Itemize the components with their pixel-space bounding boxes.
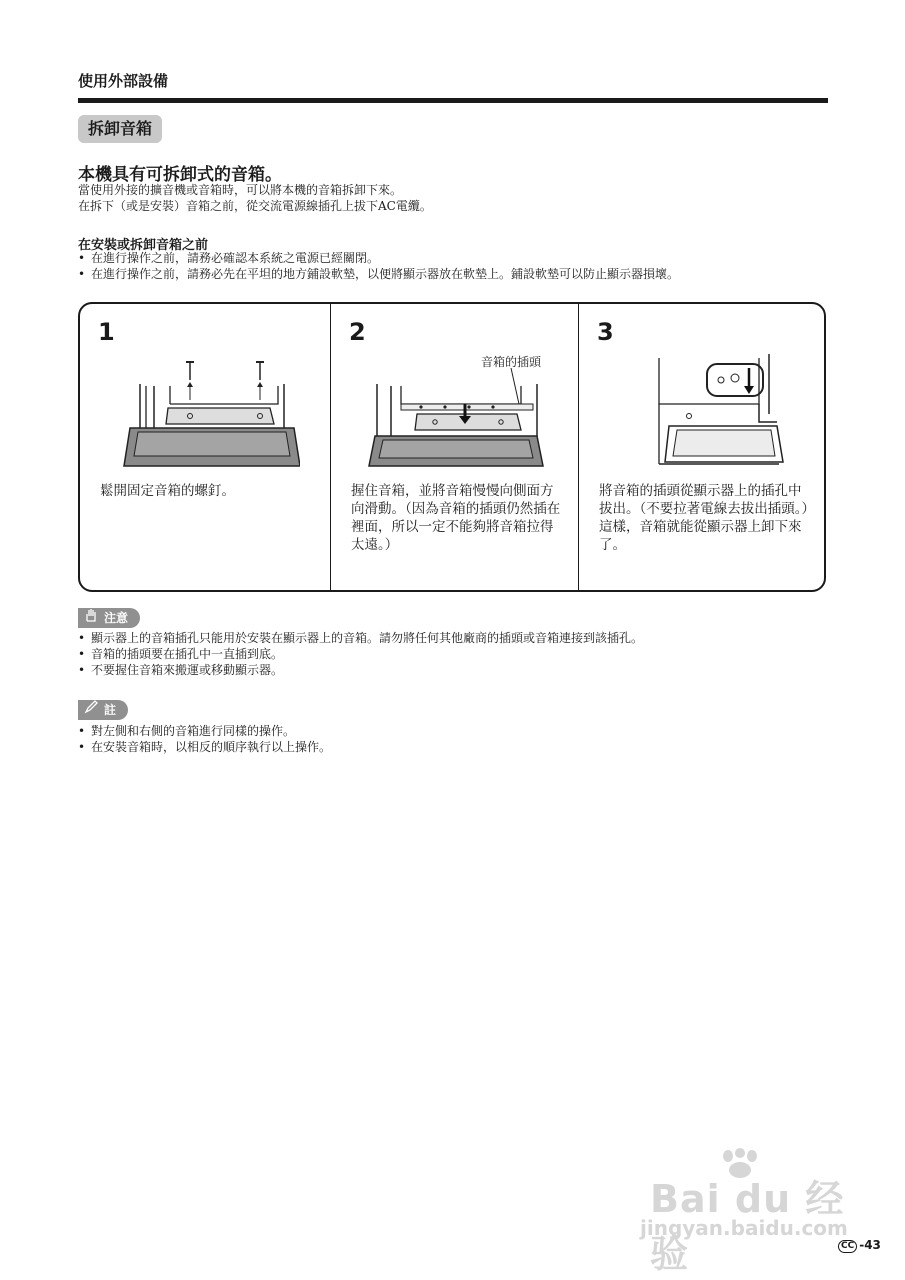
hand-icon [84,608,98,628]
step-number: 1 [98,318,115,346]
list-item: • 在進行操作之前，請務必確認本系統之電源已經關閉。 [78,250,679,266]
intro-line: 在拆下（或是安裝）音箱之前，從交流電源線插孔上拔下AC電纜。 [78,199,432,213]
pre-bullets [78,250,679,282]
list-item: • 不要握住音箱來搬運或移動顯示器。 [78,662,643,678]
watermark-url: jingyan.baidu.com [640,1216,848,1240]
notes-badge [78,700,128,720]
list-item: • 在進行操作之前，請務必先在平坦的地方鋪設軟墊，以便將顯示器放在軟墊上。鋪設軟墊可以防止顯示器損壞。 [78,266,679,282]
step-number: 3 [597,318,614,346]
step-text: 握住音箱，並將音箱慢慢向側面方向滑動。（因為音箱的插頭仍然插在裡面，所以一定不能夠將音箱拉得太遠。） [351,483,561,553]
page-number-text: -43 [859,1238,881,1252]
speaker-plug-label: 音箱的插頭 [480,355,542,369]
watermark-brand: Bai du 经验 [650,1177,845,1276]
list-item: • 在安裝音箱時，以相反的順序執行以上操作。 [78,739,331,755]
list-item: • 對左側和右側的音箱進行同樣的操作。 [78,723,331,739]
headline: 本機具有可拆卸式的音箱。 [78,165,282,185]
notes-label: 註 [104,703,117,717]
step-1 [80,304,330,590]
steps-box [78,302,826,592]
list-item: • 音箱的插頭要在插孔中一直插到底。 [78,646,643,662]
header-rule [78,98,828,103]
slide-speaker-illustration [361,344,551,484]
intro-line: 當使用外接的擴音機或音箱時，可以將本機的音箱拆卸下來。 [78,183,403,197]
topic-tag: 拆卸音箱 [78,115,162,143]
step-text: 將音箱的插頭從顯示器上的插孔中拔出。（不要拉著電線去拔出插頭。）這樣，音箱就能從顯示器上卸下來了。 [599,483,809,553]
notes-list [78,723,331,755]
caution-list [78,630,643,678]
intro-text [78,182,432,214]
step-number: 2 [349,318,366,346]
list-item: • 顯示器上的音箱插孔只能用於安裝在顯示器上的音箱。請勿將任何其他廠商的插頭或音箱連接到該插孔。 [78,630,643,646]
watermark [640,1150,850,1276]
unplug-speaker-illustration [609,344,799,484]
step-text: 鬆開固定音箱的螺釘。 [100,483,235,499]
caution-label: 注意 [104,611,129,625]
remove-screws-illustration [110,344,300,484]
page-number [838,1238,881,1253]
caution-badge [78,608,140,628]
step-3 [578,304,826,590]
pencil-icon [84,700,98,720]
subhead: 在安裝或拆卸音箱之前 [78,238,209,253]
cc-badge: CC [838,1240,857,1253]
step-2 [330,304,578,590]
section-title: 使用外部設備 [78,72,169,90]
